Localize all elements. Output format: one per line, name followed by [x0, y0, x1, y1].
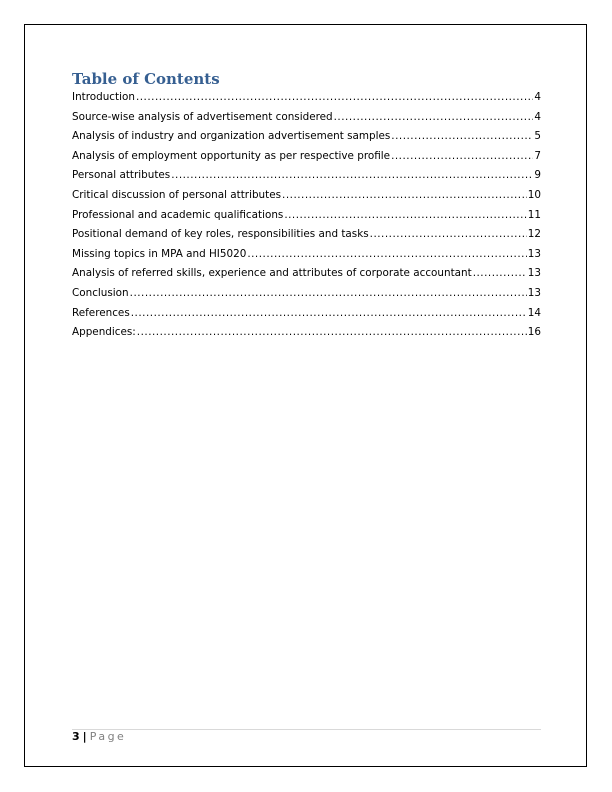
toc-entry-page: 10: [527, 188, 541, 201]
toc-entry-page: 12: [527, 228, 541, 241]
toc-entry-page: 11: [527, 208, 541, 221]
footer-separator: |: [82, 730, 87, 743]
toc-entry-label: Personal attributes: [72, 169, 171, 182]
toc-entry-label: Missing topics in MPA and HI5020: [72, 247, 247, 260]
toc-dot-leader: [391, 148, 533, 165]
toc-list: [72, 89, 541, 344]
toc-entry[interactable]: [72, 89, 541, 109]
toc-entry-page: 13: [527, 267, 541, 280]
toc-entry[interactable]: [72, 109, 541, 129]
toc-entry-page: 4: [534, 91, 541, 103]
toc-entry-label: Professional and academic qualifications: [72, 208, 284, 221]
footer-page-word: Page: [89, 730, 127, 743]
toc-entry[interactable]: [72, 128, 541, 148]
toc-entry-label: Introduction: [72, 91, 135, 103]
toc-entry-page: 13: [527, 247, 541, 260]
toc-dot-leader: [130, 285, 527, 302]
toc-entry-page: 7: [534, 149, 541, 162]
page-footer: [72, 730, 126, 744]
toc-dot-leader: [284, 207, 526, 224]
toc-entry[interactable]: [72, 226, 541, 246]
toc-entry[interactable]: [72, 167, 541, 187]
toc-entry[interactable]: [72, 187, 541, 207]
toc-entry[interactable]: [72, 265, 541, 285]
toc-entry-label: Positional demand of key roles, responsibilities and tasks: [72, 228, 369, 241]
toc-entry-label: Conclusion: [72, 286, 129, 299]
footer-rule: [72, 729, 541, 730]
toc-entry-label: Analysis of industry and organization advertisement samples: [72, 130, 391, 143]
toc-dot-leader: [473, 265, 527, 282]
toc-title: Table of Contents: [72, 70, 220, 88]
toc-entry-label: Critical discussion of personal attributes: [72, 188, 282, 201]
toc-entry-page: 13: [527, 286, 541, 299]
toc-dot-leader: [391, 128, 533, 145]
toc-dot-leader: [137, 324, 527, 341]
toc-entry-page: 16: [527, 326, 541, 339]
toc-dot-leader: [131, 305, 527, 322]
toc-entry[interactable]: [72, 285, 541, 305]
toc-dot-leader: [171, 167, 533, 184]
toc-entry-label: References: [72, 306, 130, 319]
toc-entry-label: Analysis of employment opportunity as per respective profile: [72, 149, 391, 162]
toc-entry[interactable]: [72, 148, 541, 168]
toc-entry-label: Analysis of referred skills, experience and attributes of corporate accountant: [72, 267, 472, 280]
toc-dot-leader: [370, 226, 527, 243]
toc-entry-page: 14: [527, 306, 541, 319]
toc-entry[interactable]: [72, 207, 541, 227]
toc-entry-page: 9: [534, 169, 541, 182]
toc-dot-leader: [247, 246, 526, 263]
toc-entry-page: 5: [534, 130, 541, 143]
toc-entry-label: Appendices:: [72, 326, 136, 339]
footer-page-number: 3: [72, 730, 80, 743]
toc-entry-page: 4: [534, 110, 541, 123]
toc-entry[interactable]: [72, 324, 541, 344]
toc-dot-leader: [136, 89, 533, 106]
toc-dot-leader: [334, 109, 534, 126]
toc-entry[interactable]: [72, 246, 541, 266]
toc-dot-leader: [282, 187, 527, 204]
toc-entry-label: Source-wise analysis of advertisement considered: [72, 110, 333, 123]
toc-entry[interactable]: [72, 305, 541, 325]
